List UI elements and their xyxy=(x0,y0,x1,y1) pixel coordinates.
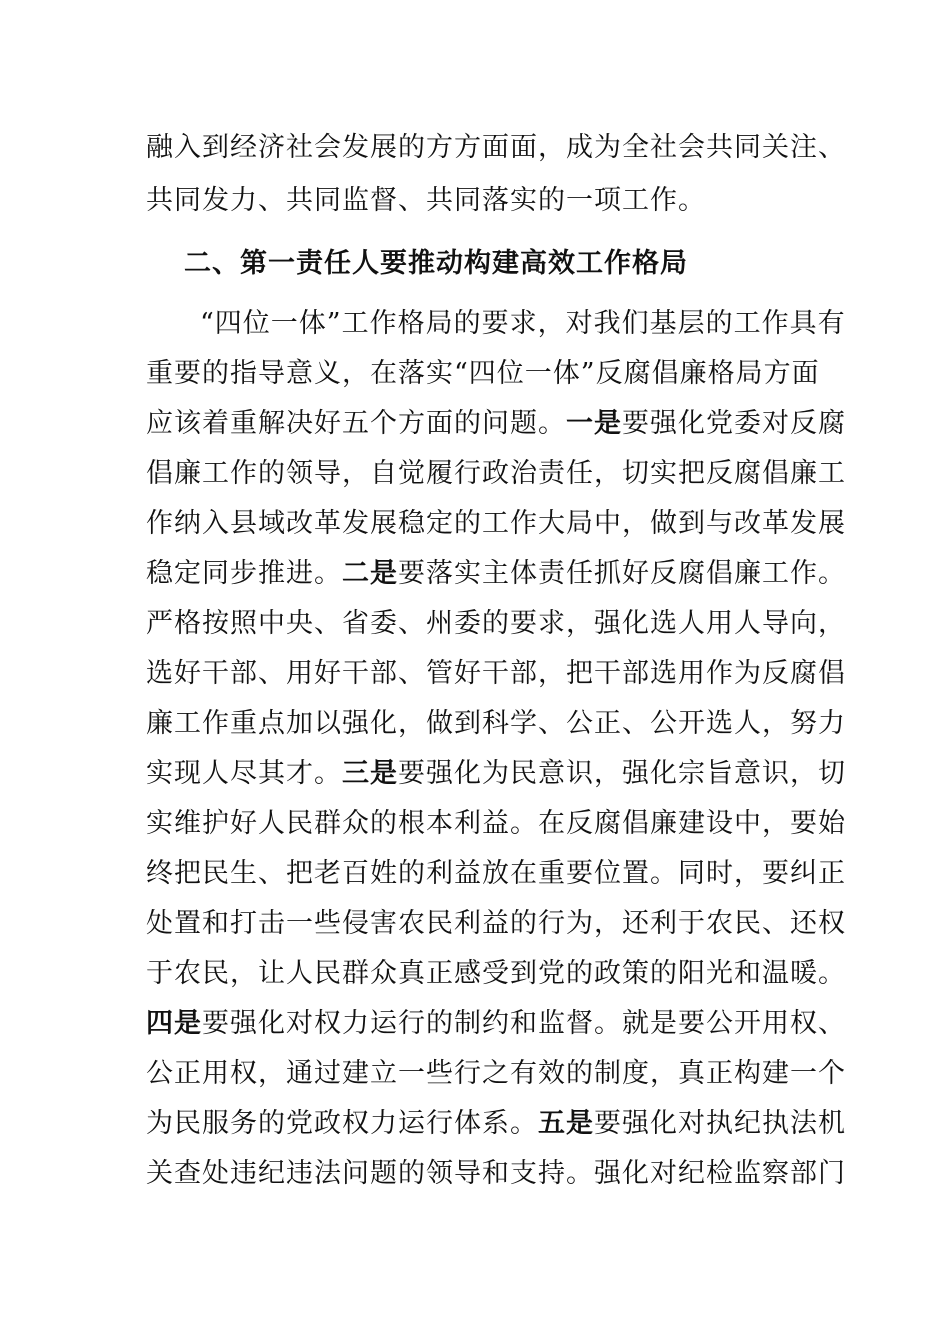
text-run: 应该着重解决好五个方面的问题。 xyxy=(146,408,566,439)
text-line xyxy=(146,756,846,792)
text-line: 实维护好人民群众的根本利益。在反腐倡廉建设中，要始 xyxy=(146,808,846,839)
text-line: 廉工作重点加以强化，做到科学、公正、公开选人，努力 xyxy=(146,708,846,739)
text-line: 处置和打击一些侵害农民利益的行为，还利于农民、还权 xyxy=(146,908,846,939)
text-run: 要强化为民意识，强化宗旨意识，切 xyxy=(398,758,846,789)
text-run: 稳定同步推进。 xyxy=(146,558,342,589)
text-line: 倡廉工作的领导，自觉履行政治责任，切实把反腐倡廉工 xyxy=(146,458,846,489)
text-run: 为民服务的党政权力运行体系。 xyxy=(146,1108,538,1139)
keyword-third: 三是 xyxy=(342,758,398,789)
text-line: 严格按照中央、省委、州委的要求，强化选人用人导向， xyxy=(146,608,846,639)
section-heading: 二、第一责任人要推动构建高效工作格局 xyxy=(184,248,688,279)
keyword-first: 一是 xyxy=(566,408,622,439)
text-line xyxy=(146,406,846,442)
text-line: 融入到经济社会发展的方方面面，成为全社会共同关注、 xyxy=(146,132,846,163)
text-run: 要强化党委对反腐 xyxy=(622,408,846,439)
keyword-second: 二是 xyxy=(342,558,398,589)
text-line: 作纳入县域改革发展稳定的工作大局中，做到与改革发展 xyxy=(146,508,846,539)
text-line: 关查处违纪违法问题的领导和支持。强化对纪检监察部门 xyxy=(146,1158,846,1189)
text-line: 于农民，让人民群众真正感受到党的政策的阳光和温暖。 xyxy=(146,958,846,989)
text-line: “四位一体”工作格局的要求，对我们基层的工作具有 xyxy=(200,308,846,339)
text-line xyxy=(146,556,846,592)
text-line xyxy=(146,1006,846,1042)
text-line: 重要的指导意义，在落实“四位一体”反腐倡廉格局方面 xyxy=(146,358,820,389)
text-run: 要强化对执纪执法机 xyxy=(594,1108,846,1139)
text-line: 选好干部、用好干部、管好干部，把干部选用作为反腐倡 xyxy=(146,658,846,689)
text-run: 要落实主体责任抓好反腐倡廉工作。 xyxy=(398,558,846,589)
text-run: 实现人尽其才。 xyxy=(146,758,342,789)
keyword-fifth: 五是 xyxy=(538,1108,594,1139)
text-line xyxy=(146,1106,846,1142)
text-line: 共同发力、共同监督、共同落实的一项工作。 xyxy=(146,185,706,216)
keyword-fourth: 四是 xyxy=(146,1008,202,1039)
text-line: 终把民生、把老百姓的利益放在重要位置。同时，要纠正 xyxy=(146,858,846,889)
text-line: 公正用权，通过建立一些行之有效的制度，真正构建一个 xyxy=(146,1058,846,1089)
text-run: 要强化对权力运行的制约和监督。就是要公开用权、 xyxy=(202,1008,846,1039)
